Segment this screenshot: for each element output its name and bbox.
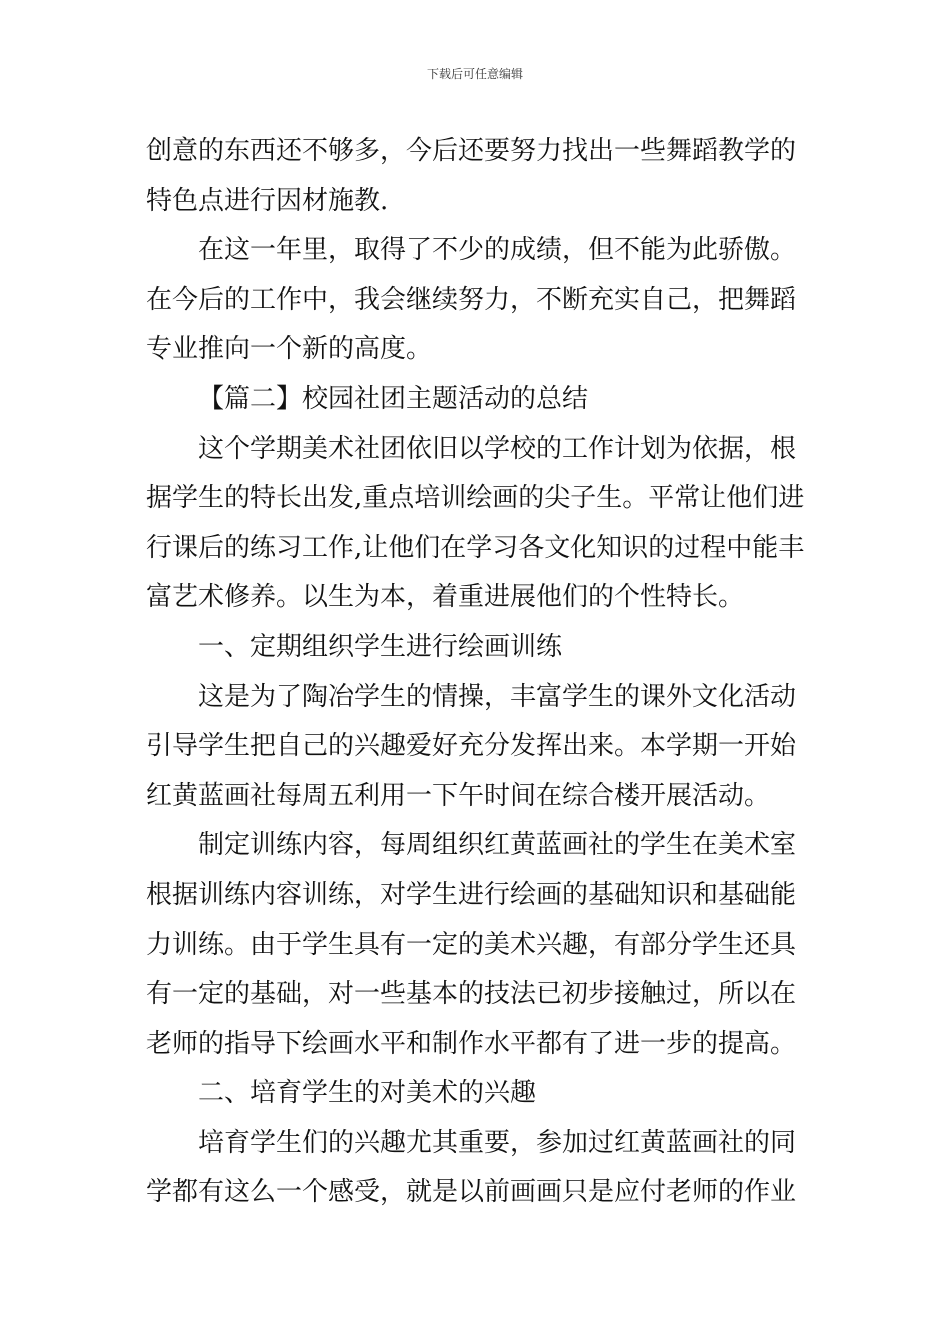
page-header: 下载后可任意编辑 [426,67,523,81]
section-heading: 【篇二】校园社团主题活动的总结 [198,383,589,414]
text-line: 专业推向一个新的高度。 [146,334,433,365]
text-line: 引导学生把自己的兴趣爱好充分发挥出来。本学期一开始 [146,731,797,762]
text-line: 力训练。由于学生具有一定的美术兴趣，有部分学生还具 [146,929,797,960]
text-line: 制定训练内容，每周组织红黄蓝画社的学生在美术室 [198,830,797,861]
text-line: 在这一年里，取得了不少的成绩，但不能为此骄傲。 [198,235,797,266]
subsection-heading: 一、定期组织学生进行绘画训练 [198,631,563,662]
text-line: 红黄蓝画社每周五利用一下午时间在综合楼开展活动。 [146,780,771,811]
subsection-heading: 二、培育学生的对美术的兴趣 [198,1078,537,1109]
text-line: 培育学生们的兴趣尤其重要，参加过红黄蓝画社的同 [198,1127,797,1158]
text-line: 这个学期美术社团依旧以学校的工作计划为依据，根 [198,433,797,464]
document-body [146,127,808,1218]
text-line: 有一定的基础，对一些基本的技法已初步接触过，所以在 [146,979,797,1010]
text-line: 老师的指导下绘画水平和制作水平都有了进一步的提高。 [146,1028,797,1059]
text-line: 在今后的工作中，我会继续努力，不断充实自己，把舞蹈 [146,284,797,315]
text-line: 据学生的特长出发,重点培训绘画的尖子生。平常让他们进 [146,483,805,514]
text-line: 根据训练内容训练，对学生进行绘画的基础知识和基础能 [146,879,797,910]
text-line: 创意的东西还不够多，今后还要努力找出一些舞蹈教学的 [146,136,797,166]
text-line: 富艺术修养。以生为本，着重进展他们的个性特长。 [146,582,745,613]
text-line: 这是为了陶冶学生的情操，丰富学生的课外文化活动 [198,681,797,712]
text-line: 学都有这么一个感受，就是以前画画只是应付老师的作业 [146,1177,797,1208]
text-line: 特色点进行因材施教. [146,185,389,216]
text-line: 行课后的练习工作,让他们在学习各文化知识的过程中能丰 [146,532,805,563]
